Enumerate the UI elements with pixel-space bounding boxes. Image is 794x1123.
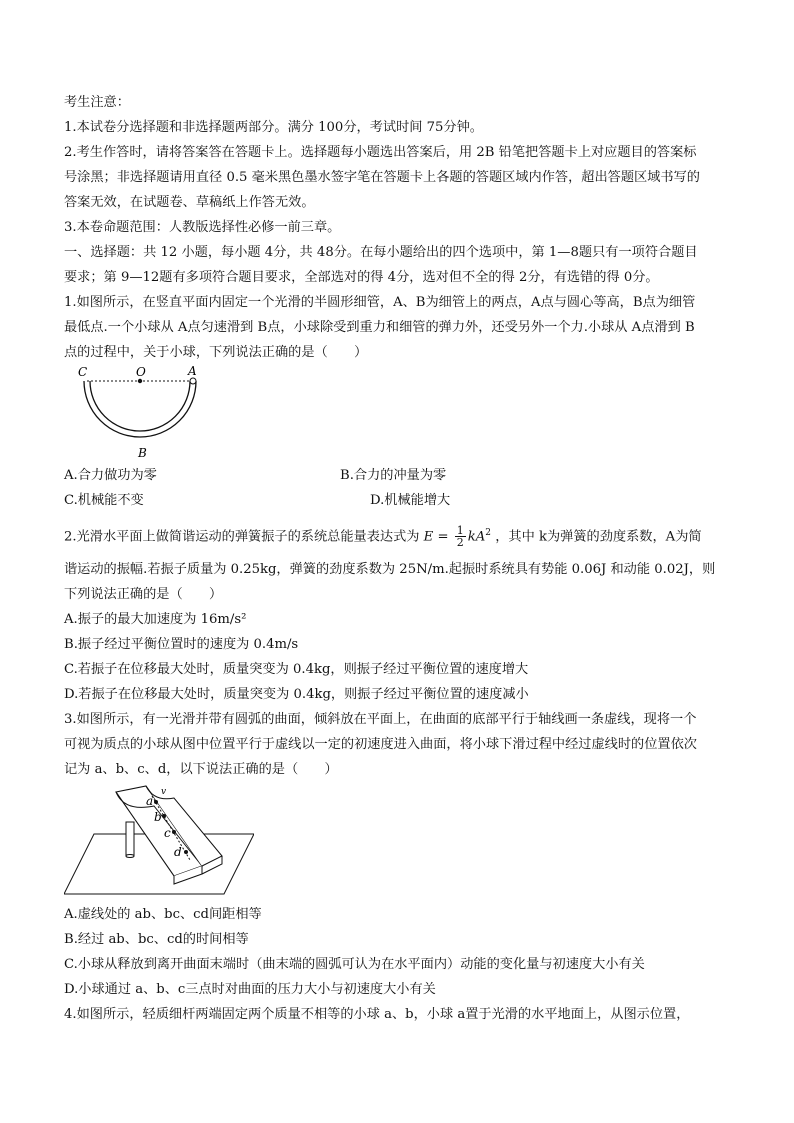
formula-e: E	[423, 529, 434, 545]
q1-stem-line2: 最低点.一个小球从 A点匀速滑到 B点，小球除受到重力和细管的弹力外，还受另外一个力.小球从 A点滑到 B	[64, 320, 695, 335]
q2-stem-pre: 2.光滑水平面上做简谐运动的弹簧振子的系统总能量表达式为	[64, 529, 420, 545]
label-d-pos: d	[174, 845, 182, 860]
label-a: A	[188, 365, 197, 378]
q2-option-c[interactable]: C.若振子在位移最大处时，质量突变为 0.4kg，则振子经过平衡位置的速度增大	[64, 662, 529, 678]
formula-eq: =	[437, 529, 449, 545]
q1-option-d[interactable]: D.机械能增大	[370, 493, 451, 508]
q2-stem-line1	[64, 513, 744, 557]
q2-stem-post: ，其中 k为弹簧的劲度系数，A为简	[495, 529, 702, 545]
q1-option-b[interactable]: B.合力的冲量为零	[340, 468, 447, 483]
q3-figure	[64, 782, 744, 902]
section-instructions: 要求；第 9—12题有多项符合题目要求，全部选对的得 4分，选对但不全的得 2分，有选错的得 0分。	[64, 270, 659, 285]
q3-stem-line3: 记为 a、b、c、d，以下说法正确的是（ ）	[64, 762, 338, 778]
q1-stem-line1: 1.如图所示，在竖直平面内固定一个光滑的半圆形细管，A、B为细管上的两点，A点与圆心等高，B点为细管	[64, 295, 696, 310]
q1-stem-line3: 点的过程中，关于小球，下列说法正确的是（ ）	[64, 345, 368, 360]
notice-item-1: 1.本试卷分选择题和非选择题两部分。满分 100分，考试时间 75分钟。	[64, 120, 483, 135]
q3-stem-line2: 可视为质点的小球从图中位置平行于虚线以一定的初速度进入曲面，将小球下滑过程中经过虚线时的位置依次	[64, 737, 697, 753]
formula-exponent: 2	[485, 528, 492, 538]
q4-stem-line1: 4.如图所示，轻质细杆两端固定两个质量不相等的小球 a、b，小球 a置于光滑的水平地面上，从图示位置，	[64, 1007, 690, 1023]
notice-item-2-end: 答案无效，在试题卷、草稿纸上作答无效。	[64, 195, 315, 210]
label-b: B	[138, 446, 147, 460]
notice-item-2: 2.考生作答时，请将答案答在答题卡上。选择题每小题选出答案后，用 2B 铅笔把答题卡上对应题目的答案标	[64, 145, 697, 160]
q1-options-row2	[64, 488, 744, 513]
label-v: v	[161, 787, 167, 798]
q1-option-a[interactable]: A.合力做功为零	[64, 468, 157, 483]
exam-page	[64, 90, 744, 1027]
q3-option-d[interactable]: D.小球通过 a、b、c三点时对曲面的压力大小与初速度大小有关	[64, 982, 436, 998]
q2-stem-line3: 下列说法正确的是（ ）	[64, 587, 223, 603]
notice-item-3: 3.本卷命题范围：人教版选择性必修一前三章。	[64, 220, 341, 235]
label-a-pos: a	[146, 794, 154, 809]
fraction-numerator: 1	[456, 524, 464, 538]
q2-option-b[interactable]: B.振子经过平衡位置时的速度为 0.4m/s	[64, 637, 299, 653]
label-c-pos: c	[164, 826, 171, 841]
q3-stem-line1: 3.如图所示，有一光滑并带有圆弧的曲面，倾斜放在平面上，在曲面的底部平行于轴线画一条虚线，现将一个	[64, 712, 697, 728]
q2-option-a[interactable]: A.振子的最大加速度为 16m/s²	[64, 612, 247, 628]
semicircle-tube-diagram	[70, 365, 210, 461]
q3-option-c[interactable]: C.小球从释放到离开曲面末端时（曲末端的圆弧可认为在水平面内）动能的变化量与初速度大小有关	[64, 957, 645, 973]
q1-figure	[64, 365, 744, 463]
label-o: O	[136, 365, 146, 379]
q1-option-c[interactable]: C.机械能不变	[64, 493, 144, 508]
q2-stem-line2: 谐运动的振幅.若振子质量为 0.25kg，弹簧的劲度系数为 25N/m.起振时系统具有势能 0.06J 和动能 0.02J，则	[64, 562, 716, 578]
q3-option-a[interactable]: A.虚线处的 ab、bc、cd间距相等	[64, 907, 262, 923]
fraction-denominator: 2	[456, 536, 464, 550]
q3-option-b[interactable]: B.经过 ab、bc、cd的时间相等	[64, 932, 249, 948]
notice-title: 考生注意：	[64, 95, 130, 110]
formula-fraction	[455, 525, 466, 548]
formula-ka: kA	[467, 529, 486, 545]
curved-surface-diagram	[64, 782, 254, 900]
section-heading: 一、选择题：共 12 小题，每小题 4分，共 48分。在每小题给出的四个选项中，第 1—8题只有一项符合题目	[64, 245, 698, 260]
q2-option-d[interactable]: D.若振子在位移最大处时，质量突变为 0.4kg，则振子经过平衡位置的速度减小	[64, 687, 529, 703]
label-b-pos: b	[154, 810, 162, 825]
notice-item-2-cont: 号涂黑；非选择题请用直径 0.5 毫米黑色墨水签字笔在答题卡上各题的答题区域内作答，超出答题区域书写的	[64, 170, 700, 185]
label-c: C	[78, 365, 88, 379]
q1-options-row1	[64, 463, 744, 488]
